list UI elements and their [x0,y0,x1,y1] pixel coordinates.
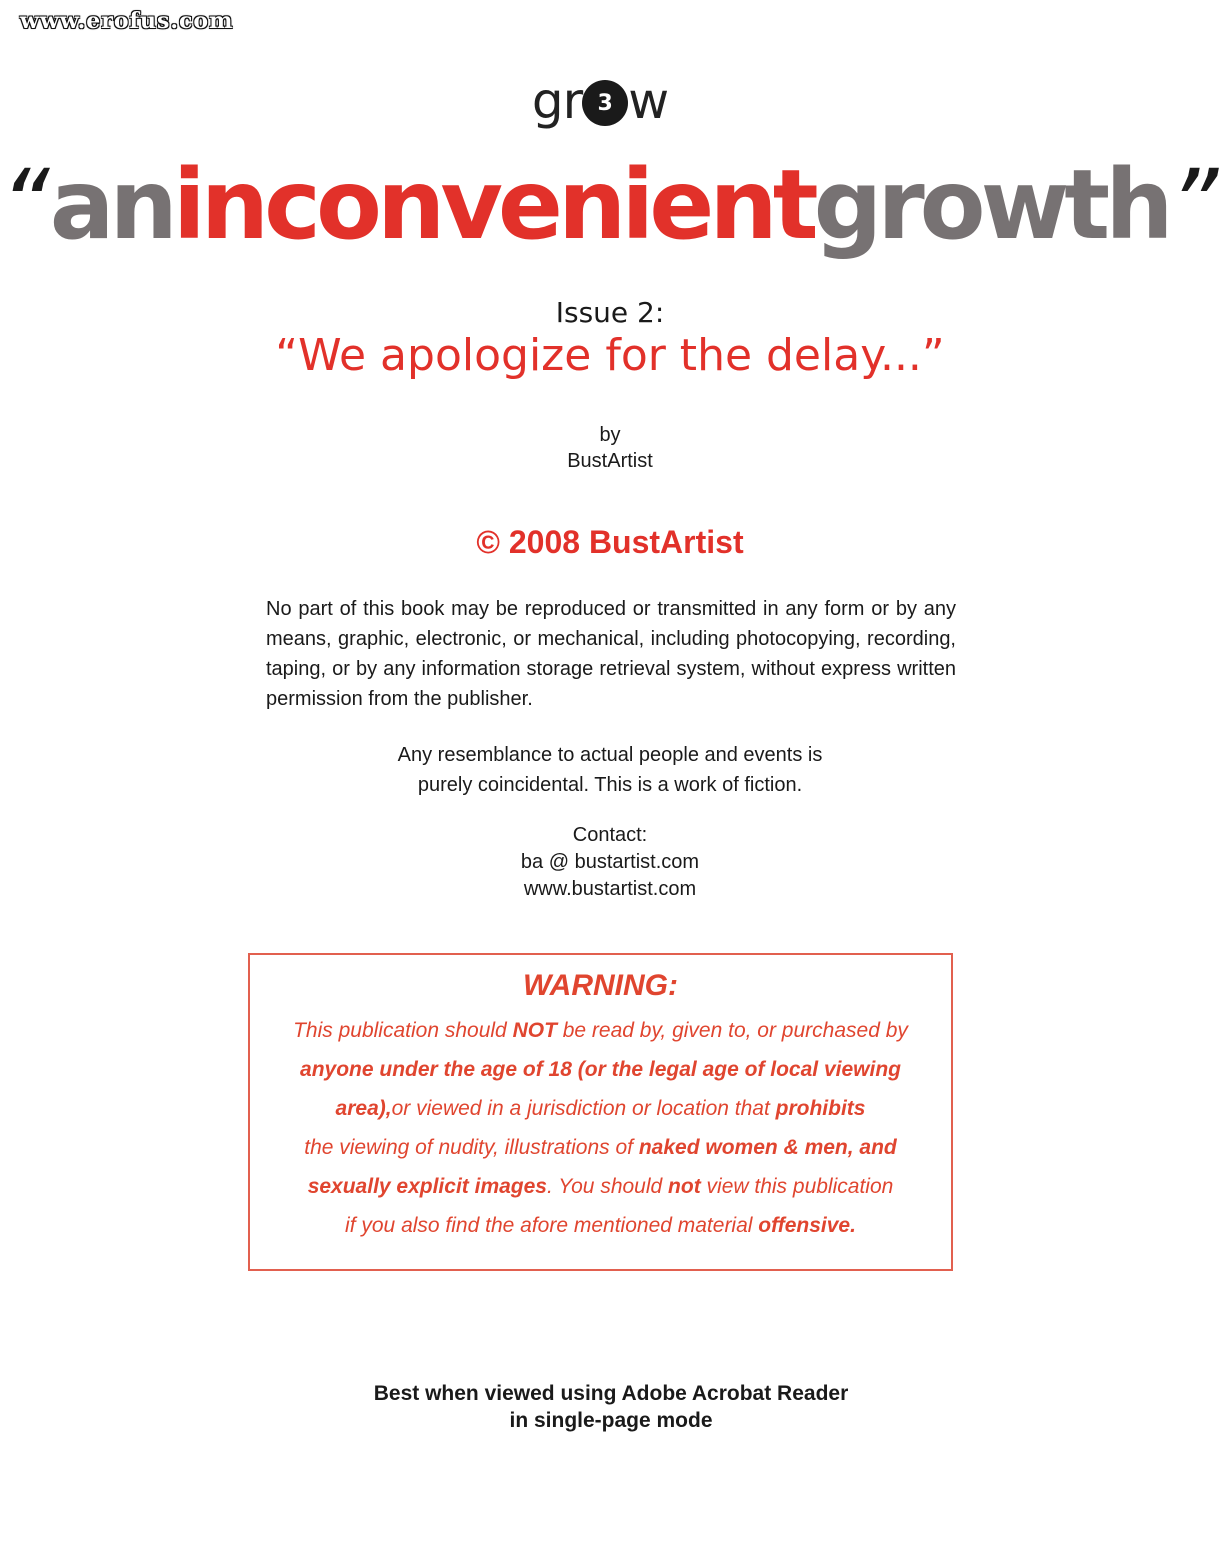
warning-text-span: . You should [546,1175,669,1198]
warning-title: WARNING: [523,969,678,1002]
warning-emphasis: area), [335,1097,392,1120]
warning-line [250,1206,951,1245]
warning-emphasis: prohibits [775,1097,866,1120]
fiction-line: purely coincidental. This is a work of fiction. [417,774,803,796]
warning-emphasis: sexually explicit images [307,1175,547,1198]
warning-text-span: if you also find the afore mentioned material [345,1214,759,1237]
title-part-inconvenient: inconvenient [172,149,814,261]
warning-emphasis: NOT [512,1019,557,1042]
issue-subtitle: “We apologize for the delay...” [275,330,945,381]
warning-emphasis: offensive. [758,1214,856,1237]
warning-emphasis: naked women & men, and [638,1136,897,1159]
issue-label: Issue 2: [555,296,665,329]
warning-text-span: or viewed in a jurisdiction or location that [391,1097,776,1120]
fiction-line: Any resemblance to actual people and events is [397,744,823,766]
warning-line [250,1011,951,1050]
watermark: www.erofus.com [20,8,234,34]
logo-badge: 3 [582,80,628,126]
title-part-an: an [49,149,173,261]
warning-emphasis: anyone under the age of 18 (or the legal age of local viewing [300,1058,901,1081]
contact-block [0,822,1220,903]
grow-logo [0,72,1200,132]
warning-emphasis: not [668,1175,701,1198]
warning-text-span: the viewing of nudity, illustrations of [304,1136,639,1159]
warning-text-span: view this publication [700,1175,894,1198]
copyright-notice: © 2008 BustArtist [476,524,744,560]
legal-notice: No part of this book may be reproduced or transmitted in any form or by any means, graphic, electronic, or mechanical, including photocopying, recording, taping, or by any information storage retrieval system, without express written permission from the publisher. [266,598,956,710]
warning-text-span: be read by, given to, or purchased by [556,1019,908,1042]
book-title [0,145,1219,265]
warning-text-span: This publication should [293,1019,513,1042]
warning-line [250,1089,951,1128]
contact-website: www.bustartist.com [523,878,697,900]
title-part-growth: growth [813,149,1169,261]
warning-line [250,1128,951,1167]
byline [0,422,1220,474]
viewing-line: in single-page mode [509,1409,713,1432]
viewing-line: Best when viewed using Adobe Acrobat Reader [373,1382,849,1405]
author-name: BustArtist [567,450,653,472]
warning-line [250,1050,951,1089]
contact-label: Contact: [572,824,648,846]
warning-box [248,953,953,1271]
contact-email: ba @ bustartist.com [520,851,700,873]
title-close-quote: ” [1168,149,1219,261]
logo-suffix: w [628,72,669,130]
warning-line [250,1167,951,1206]
viewing-recommendation [0,1380,1222,1434]
fiction-disclaimer [0,740,1220,800]
logo-prefix: gr [531,72,583,130]
title-open-quote: “ [0,149,50,261]
by-label: by [599,424,621,446]
warning-text [250,1011,951,1245]
